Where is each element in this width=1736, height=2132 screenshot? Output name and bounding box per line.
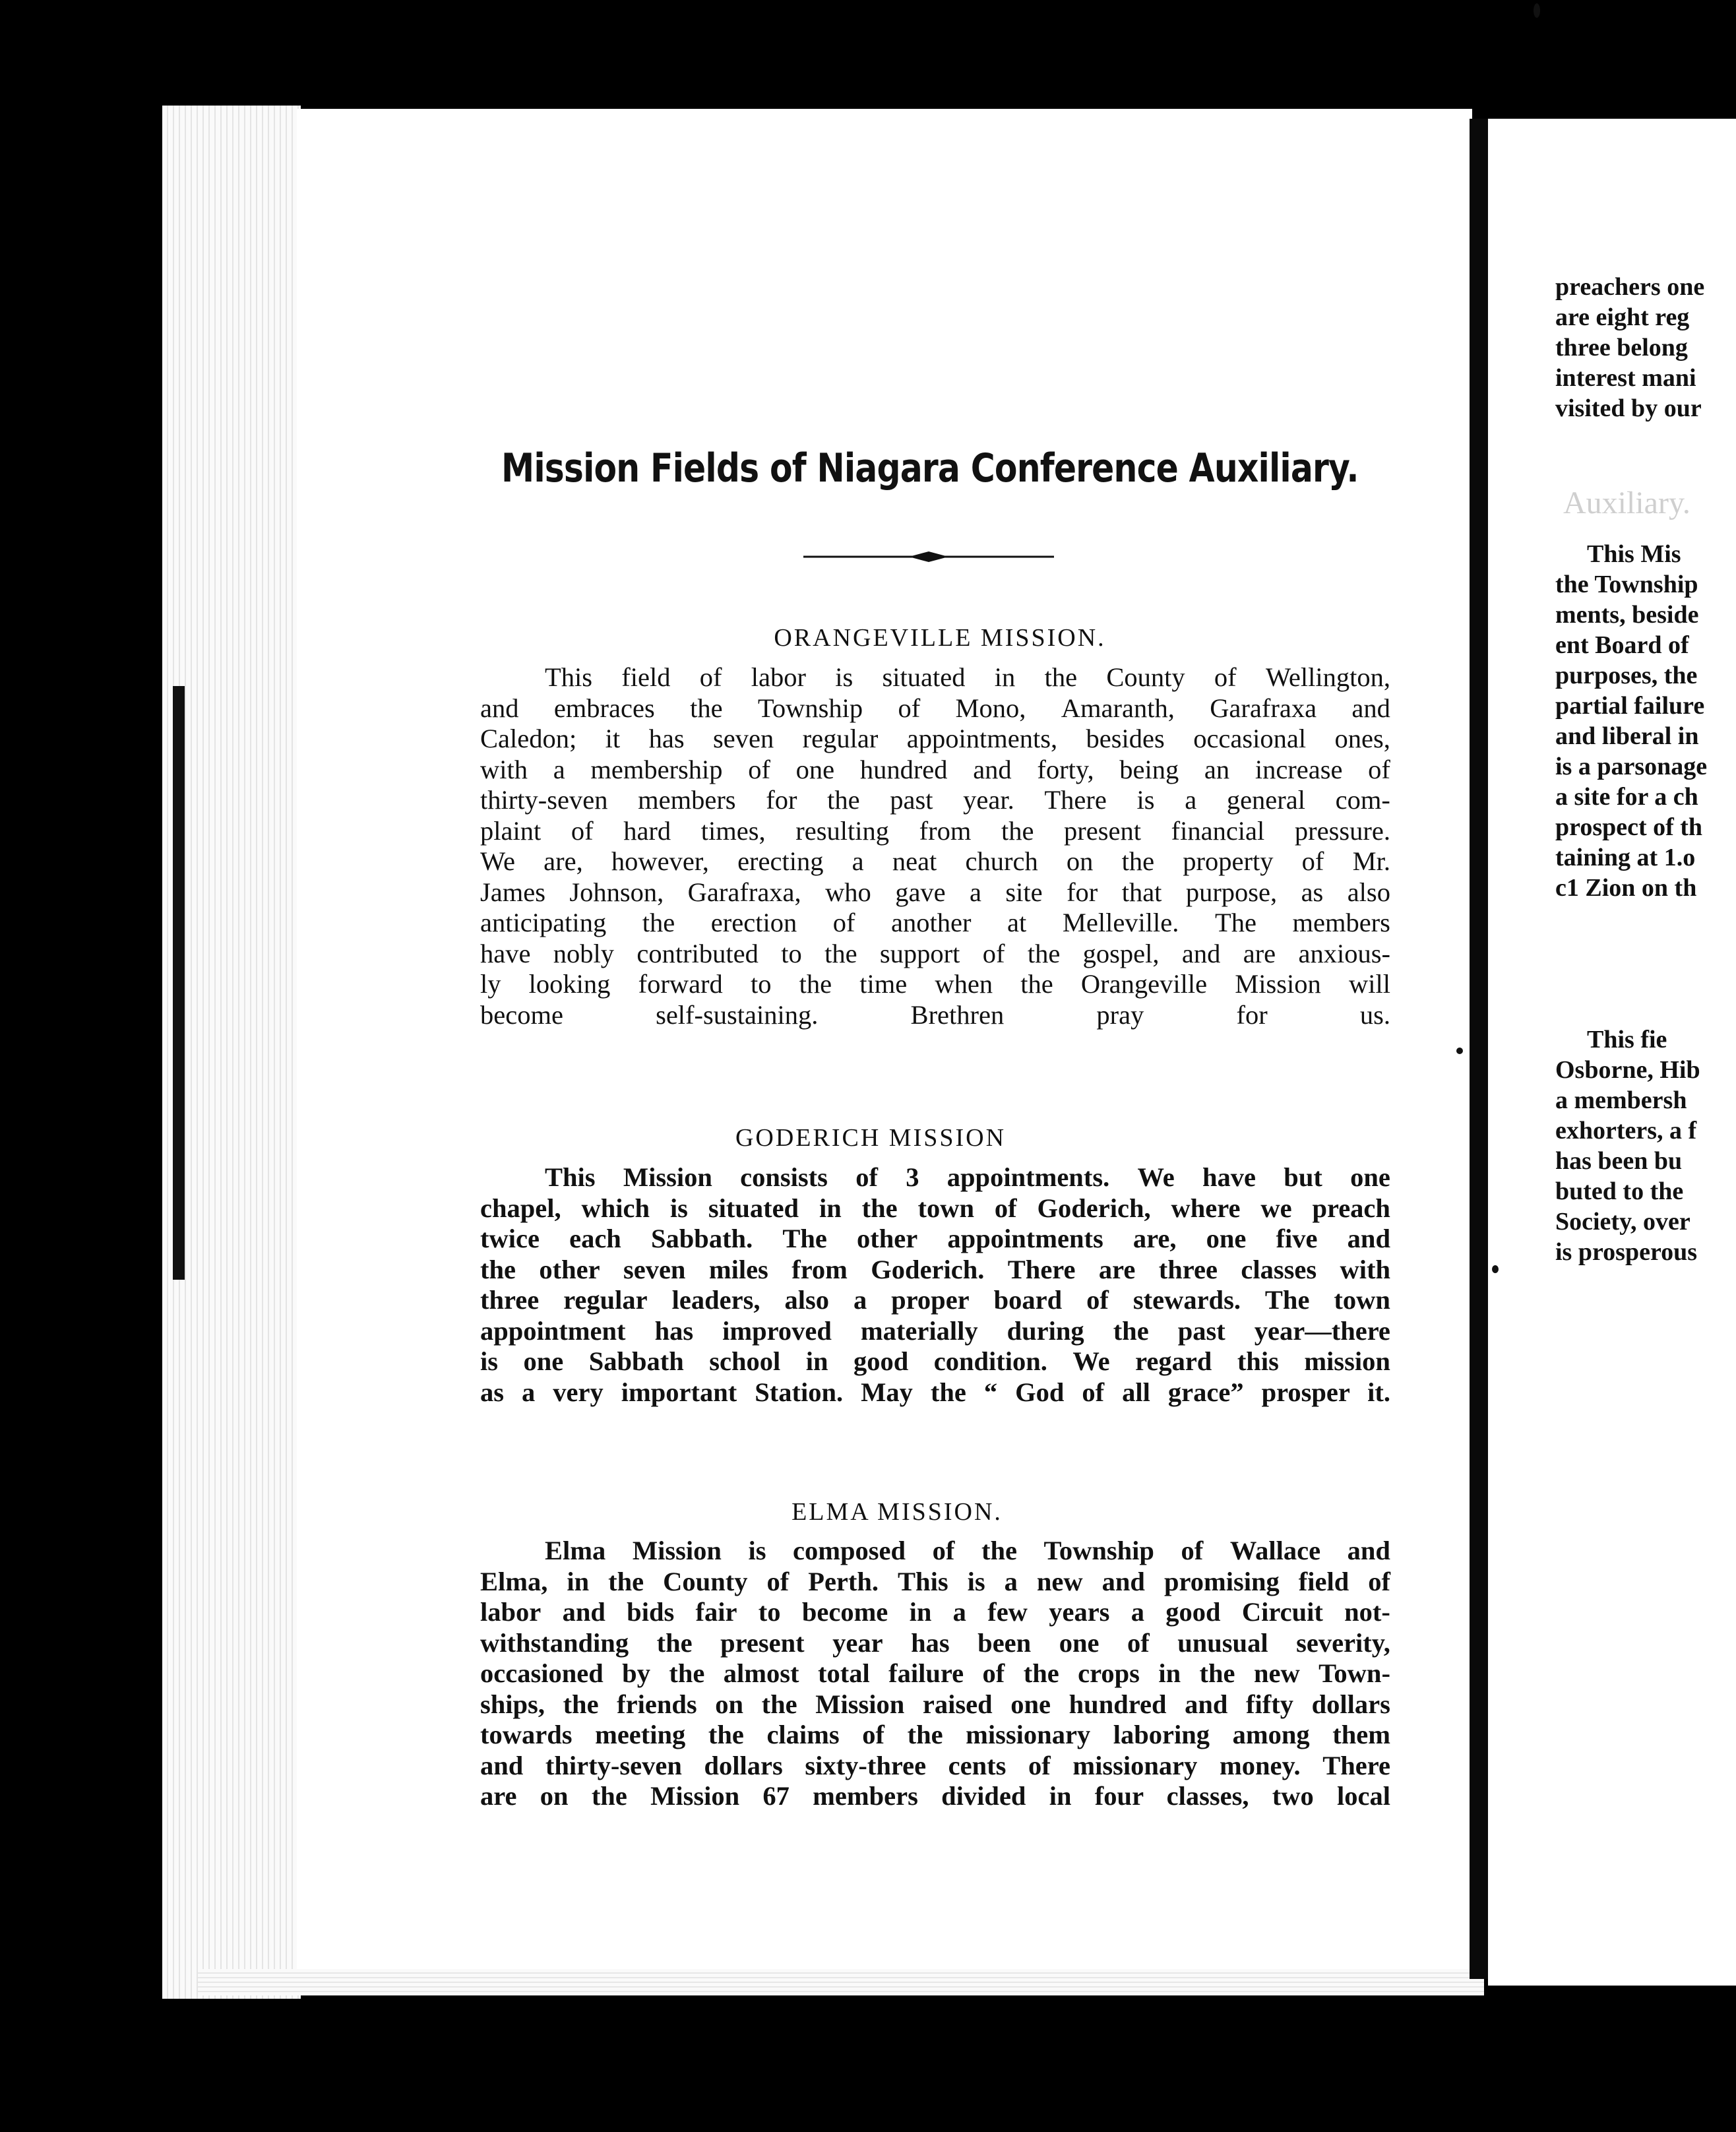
text-line: three regular leaders, also a proper board of stewards. The town <box>480 1285 1390 1315</box>
section-heading-orangeville: ORANGEVILLE MISSION. <box>774 624 1106 652</box>
text-line: and embraces the Township of Mono, Amaranth, Garafraxa and <box>480 693 1390 723</box>
facing-line: preachers one <box>1555 273 1705 301</box>
section-body-elma <box>480 1536 1390 1812</box>
text-line: plaint of hard times, resulting from the present financial pressure. <box>480 815 1390 846</box>
text-line: appointment has improved materially during the past year—there <box>480 1315 1390 1346</box>
text-line: have nobly contributed to the support of the gospel, and are anxious- <box>480 938 1390 968</box>
facing-line: partial failure <box>1555 692 1705 720</box>
facing-line: buted to the <box>1555 1177 1684 1205</box>
facing-page-text-bottom <box>1555 1024 1700 1267</box>
text-line: Caledon; it has seven regular appointments, besides occasional ones, <box>480 724 1390 753</box>
facing-line: This fie <box>1587 1026 1667 1053</box>
text-line: chapel, which is situated in the town of Goderich, where we preach <box>480 1193 1390 1223</box>
facing-line: is a parsonage <box>1555 753 1708 780</box>
text-line: and thirty-seven dollars sixty-three cents of missionary money. There <box>480 1750 1390 1780</box>
page-stack-bottom <box>198 1969 1484 1995</box>
ornament-rule <box>803 550 1054 563</box>
text-line: We are, however, erecting a neat church on the property of Mr. <box>480 846 1390 876</box>
text-line: become self-sustaining. Brethren pray for us. <box>480 999 1390 1030</box>
speck <box>1534 3 1540 18</box>
speck <box>1492 1265 1499 1273</box>
text-line: twice each Sabbath. The other appointments are, one five and <box>480 1224 1390 1253</box>
text-line: James Johnson, Garafraxa, who gave a site for that purpose, as also <box>480 877 1390 907</box>
text-line: ships, the friends on the Mission raised one hundred and fifty dollars <box>480 1689 1390 1719</box>
facing-line: has been bu <box>1555 1147 1683 1175</box>
facing-line: are eight reg <box>1555 303 1690 331</box>
section-heading-elma: ELMA MISSION. <box>791 1498 1003 1526</box>
section-heading-goderich: GODERICH MISSION <box>735 1124 1007 1152</box>
facing-page-text-middle <box>1555 539 1707 903</box>
facing-line: ments, beside <box>1555 601 1699 629</box>
text-line: ly looking forward to the time when the Orangeville Mission will <box>480 969 1390 999</box>
facing-line: the Township <box>1555 571 1698 598</box>
facing-line: Society, over <box>1555 1208 1690 1236</box>
page-title: Mission Fields of Niagara Conference Auxiliary. <box>501 445 1359 491</box>
facing-line: three belong <box>1555 334 1688 361</box>
text-line: withstanding the present year has been one of unusual severity, <box>480 1627 1390 1658</box>
facing-line: prospect of th <box>1555 813 1703 841</box>
text-line: This Mission consists of 3 appointments. We have but one <box>545 1162 1390 1192</box>
speck <box>1456 1048 1463 1054</box>
section-body-orangeville <box>480 662 1390 1030</box>
text-line: labor and bids fair to become in a few years a good Circuit not- <box>480 1597 1390 1627</box>
text-line: anticipating the erection of another at Melleville. The members <box>480 908 1390 937</box>
facing-line: and liberal in <box>1555 722 1699 750</box>
text-line: the other seven miles from Goderich. There are three classes with <box>480 1254 1390 1284</box>
facing-line: Osborne, Hib <box>1555 1056 1700 1084</box>
facing-line: interest mani <box>1555 364 1696 392</box>
facing-line: ent Board of <box>1555 631 1689 659</box>
facing-page-text-top <box>1555 272 1704 423</box>
facing-line: is prosperous <box>1555 1238 1698 1266</box>
text-line: occasioned by the almost total failure of the crops in the new Town- <box>480 1658 1390 1688</box>
text-line: with a membership of one hundred and forty, being an increase of <box>480 754 1390 784</box>
facing-line: visited by our <box>1555 394 1702 422</box>
page-stack-shadow <box>173 686 185 1280</box>
text-line: as a very important Station. May the “ God of all grace” prosper it. <box>480 1377 1390 1407</box>
facing-line: a site for a ch <box>1555 783 1698 811</box>
facing-line: taining at 1.o <box>1555 844 1696 871</box>
text-line: This field of labor is situated in the County of Wellington, <box>545 662 1390 692</box>
text-line: are on the Mission 67 members divided in four classes, two local <box>480 1781 1390 1811</box>
text-line: towards meeting the claims of the missionary laboring among them <box>480 1720 1390 1749</box>
facing-line: c1 Zion on th <box>1555 874 1697 902</box>
section-body-goderich <box>480 1162 1390 1408</box>
facing-line: exhorters, a f <box>1555 1117 1697 1144</box>
book-gutter <box>1470 119 1488 1979</box>
facing-line: This Mis <box>1587 540 1681 568</box>
facing-line: purposes, the <box>1555 662 1698 689</box>
text-line: thirty-seven members for the past year. There is a general com- <box>480 785 1390 815</box>
facing-line: a membersh <box>1555 1086 1687 1114</box>
text-line: is one Sabbath school in good condition. We regard this mission <box>480 1346 1390 1376</box>
text-line: Elma Mission is composed of the Township of Wallace and <box>545 1536 1390 1565</box>
facing-page-ghost-text: Auxiliary. <box>1563 486 1690 520</box>
text-line: Elma, in the County of Perth. This is a new and promising field of <box>480 1566 1390 1596</box>
